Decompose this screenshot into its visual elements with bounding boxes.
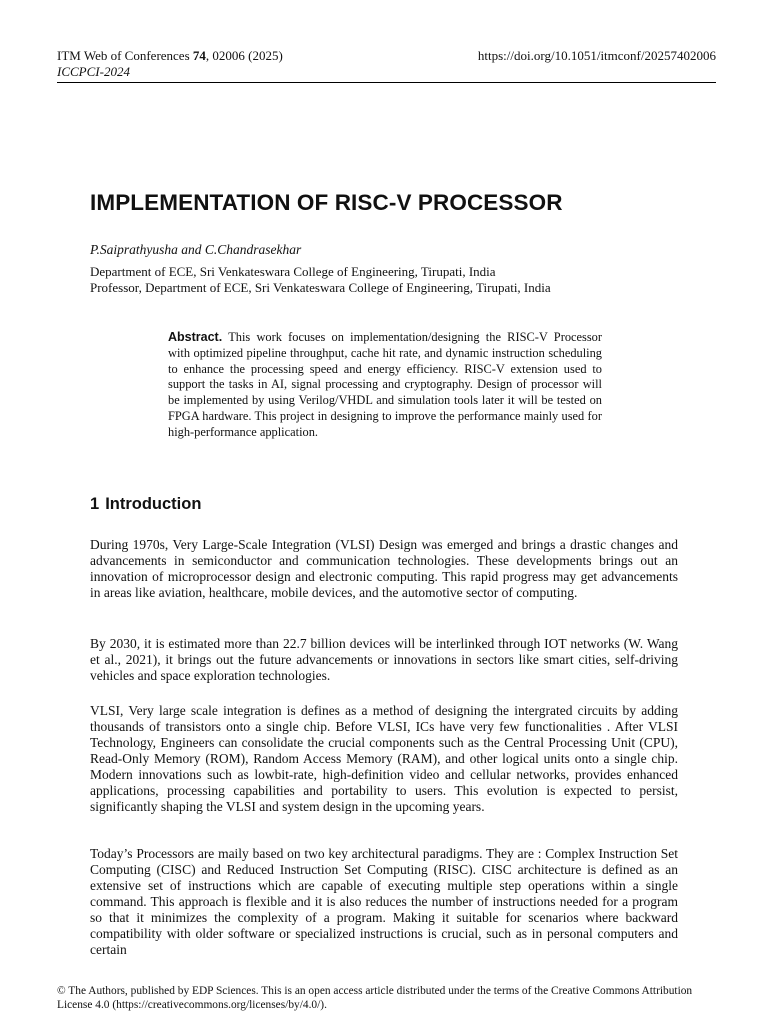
paper-title: IMPLEMENTATION OF RISC-V PROCESSOR xyxy=(90,190,563,215)
journal-name: ITM Web of Conferences xyxy=(57,48,193,63)
section-number: 1 xyxy=(90,495,100,513)
paragraph-4: Today’s Processors are maily based on two key architectural paradigms. They are : Complex Instruction Set Computing (CISC) and Reduced Instruction Set Computing (RISC). CISC architecture is defined as an extensive set of instructions which are capable of executing multiple step operations within a single command. This approach is flexible and it is also reduces the number of instructions needed for a program so that it minimizes the complexity of a program. Making it suitable for scenarios where backward compatibility with older software or specialized instructions is crucial, such as in personal computers and certain xyxy=(90,846,678,957)
article-number: , 02006 (2025) xyxy=(205,48,283,63)
journal-volume: 74 xyxy=(192,48,206,63)
header-divider xyxy=(57,82,716,83)
affiliations xyxy=(90,264,551,296)
paragraph-3: VLSI, Very large scale integration is defines as a method of designing the intergrated circuits by adding thousands of transistors onto a single chip. Before VLSI, ICs have very few functionalities . After VLSI Technology, Engineers can consolidate the crucial components such as the Central Processing Unit (CPU), Read-Only Memory (ROM), Random Access Memory (RAM), and other logical units onto a single chip. Modern innovations such as lowbit-rate, high-definition video and cellular networks, provides enhanced applications, processing capabilities and portability to users. This evolution is expected to persist, significantly shaping the VLSI and system design in the upcoming years. xyxy=(90,703,678,814)
conference-name: ICCPCI-2024 xyxy=(57,64,130,79)
affiliation-2: Professor, Department of ECE, Sri Venkateswara College of Engineering, Tirupati, India xyxy=(90,280,551,295)
abstract-text: This work focuses on implementation/designing the RISC-V Processor with optimized pipeline throughput, cache hit rate, and dynamic instruction scheduling to enhance the processing speed and energy efficiency. RISC-V extension used to support the tasks in AI, signal processing and cryptography. Design of processor will be implemented by using Verilog/VHDL and simulation tools later it will be tested on FPGA hardware. This project in designing to improve the performance mainly used for high-performance application. xyxy=(168,330,602,439)
affiliation-1: Department of ECE, Sri Venkateswara College of Engineering, Tirupati, India xyxy=(90,264,496,279)
author-list: P.Saiprathyusha and C.Chandrasekhar xyxy=(90,242,302,257)
abstract-label: Abstract. xyxy=(168,330,223,344)
paragraph-2: By 2030, it is estimated more than 22.7 billion devices will be interlinked through IOT networks (W. Wang et al., 2021), it brings out the future advancements or innovations in sectors like smart cities, self-driving vehicles and space exploration technologies. xyxy=(90,636,678,683)
section-heading xyxy=(90,494,201,514)
abstract xyxy=(168,330,602,441)
doi-link[interactable]: https://doi.org/10.1051/itmconf/20257402006 xyxy=(477,48,716,63)
license-footer: © The Authors, published by EDP Sciences. This is an open access article distributed under the terms of the Creative Commons Attribution License 4.0 (https://creativecommons.org/licenses/by/4.0/). xyxy=(57,985,693,1011)
running-header xyxy=(57,48,716,80)
paragraph-1: During 1970s, Very Large-Scale Integration (VLSI) Design was emerged and brings a drastic changes and advancements in semiconductor and communication technologies. These developments brings out an innovation of microprocessor design and electronic computing. This rapid progress may get advancements in areas like aviation, healthcare, mobile devices, and the automotive sector of computing. xyxy=(90,537,678,600)
journal-citation xyxy=(57,48,283,64)
section-title: Introduction xyxy=(105,495,202,513)
